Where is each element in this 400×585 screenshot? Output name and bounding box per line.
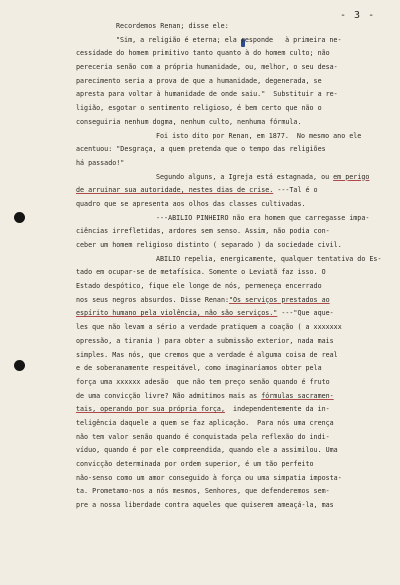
text-segment: "Sim, a religião é eterna; ela responde à primeira ne- [116, 35, 342, 44]
text-line [76, 376, 388, 390]
text-segment: Recordemos Renan; disse ele: [116, 22, 229, 30]
page-number: - 3 - [340, 10, 376, 21]
text-line [76, 20, 388, 34]
text-line [76, 198, 388, 212]
text-line [76, 321, 388, 335]
text-segment: Segundo alguns, a Igreja está estagnada, ou [156, 172, 334, 181]
text-segment: nos seus negros absurdos. Disse Renan: [76, 295, 229, 304]
text-line [76, 458, 388, 472]
text-segment: conseguiria nenhum dogma, nenhum culto, nenhuma fórmula. [76, 117, 302, 126]
text-segment: ---ABILIO PINHEIRO não era homem que carregasse impa- [156, 213, 370, 222]
text-segment: ---"Que aque- [277, 309, 334, 318]
text-segment: ligião, esgotar o sentimento religioso, é bem certo que não o [76, 104, 322, 113]
text-line [76, 280, 388, 294]
text-line [76, 431, 388, 445]
text-line [76, 349, 388, 363]
text-segment: ---Tal é o [273, 186, 318, 195]
underlined-phrase: "Os serviços prestados ao [229, 295, 330, 304]
text-line [76, 390, 388, 404]
text-segment: ceber um homem religioso distinto ( separado ) da sociedade civil. [76, 241, 342, 249]
text-segment: ABILIO repelia, energicamente, qualquer tentativa do Es- [156, 254, 382, 263]
text-segment: não tem valor senão quando é conquistada pela reflexão do indi- [76, 432, 330, 441]
text-segment: pre a nossa liberdade contra aqueles que quiserem ameaçá-la, mas [76, 501, 334, 510]
text-segment: les que não levam a sério a verdade pratiquem a coação ( a xxxxxxx [76, 323, 342, 332]
underlined-phrase: tais, operando por sua própria força, [76, 405, 225, 414]
text-line [76, 212, 388, 226]
text-segment: e de soberanamente respeitável, como imaginaríamos obter pela [76, 364, 322, 373]
text-segment: de uma convicção livre? Não admitimos mais as [76, 391, 262, 400]
text-segment: parecimento seria a prova de que a humanidade, degenerada, se [76, 76, 322, 85]
text-segment: independentemente da in- [224, 405, 330, 414]
text-segment: ciências irrefletidas, ardores sem senso. Assim, não podia con- [76, 227, 330, 236]
text-segment: quadro que se apresenta aos olhos das classes cultivadas. [76, 199, 306, 208]
text-segment: Foi isto dito por Renan, em 1877. No mesmo ano ele [156, 131, 362, 140]
text-segment: apresta para voltar à humanidade de onde saiu." Substituir a re- [76, 90, 338, 99]
underlined-phrase: de arruinar sua autoridade, nestes dias de crise. [76, 186, 274, 195]
text-line [76, 307, 388, 321]
text-segment: ta. Prometamo-nos a nós mesmos, Senhores, que defenderemos sem- [76, 487, 330, 496]
underlined-phrase: em perigo [333, 172, 370, 181]
text-line [76, 417, 388, 431]
underlined-phrase: fórmulas sacramen- [261, 391, 334, 400]
text-line [76, 266, 388, 280]
typed-text-body [76, 20, 388, 513]
text-segment: há passado!" [76, 158, 125, 167]
text-line [76, 225, 388, 239]
text-line [76, 184, 388, 198]
text-line [76, 294, 388, 308]
text-line [76, 130, 388, 144]
text-segment: teligência daquele a quem se faz aplicação. Para nós uma crença [76, 418, 334, 427]
text-line [76, 171, 388, 185]
text-line [76, 75, 388, 89]
text-segment: cessidade do homem primitivo tanto quanto à do homem culto; não [76, 49, 330, 58]
text-line [76, 253, 388, 267]
text-segment: opressão, a tirania ) para obter a submissão exterior, nada mais [76, 336, 334, 345]
text-segment: víduo, quando é por ele compreendida, quando ele a assimilou. Uma [76, 446, 338, 455]
text-line [76, 403, 388, 417]
text-line [76, 335, 388, 349]
text-segment: convicção determinada por ordem superior, é um tão perfeito [76, 460, 314, 468]
text-line [76, 47, 388, 61]
text-line [76, 88, 388, 102]
text-line [76, 362, 388, 376]
text-segment: não-senso como um amor conseguido à força ou uma simpatia imposta- [76, 473, 342, 482]
binder-hole-bottom [14, 360, 25, 371]
text-line [76, 34, 388, 48]
text-line [76, 472, 388, 486]
text-line [76, 485, 388, 499]
text-line [76, 143, 388, 157]
text-segment: pereceria senão com a própria humanidade, ou, melhor, o seu desa- [76, 63, 338, 72]
text-segment: tado em ocupar-se de metafísica. Somente o Leviatã faz isso. O [76, 268, 326, 277]
text-segment: Estado despótico, fique ele longe de nós, permeneça encerrado [76, 282, 322, 291]
text-segment: força uma xxxxxx adesão que não tem preço senão quando é fruto [76, 377, 330, 386]
text-line [76, 61, 388, 75]
text-line [76, 157, 388, 171]
binder-hole-top [14, 212, 25, 223]
underlined-phrase: espírito humano pela violência, não são serviços." [76, 309, 278, 318]
text-segment: simples. Mas nós, que cremos que a verdade é alguma coisa de real [76, 350, 338, 359]
text-line [76, 239, 388, 253]
text-line [76, 499, 388, 513]
text-segment: acentuou: "Desgraça, a quem pretenda que o tempo das religiões [76, 145, 326, 154]
text-line [76, 102, 388, 116]
text-line [76, 444, 388, 458]
text-line [76, 116, 388, 130]
